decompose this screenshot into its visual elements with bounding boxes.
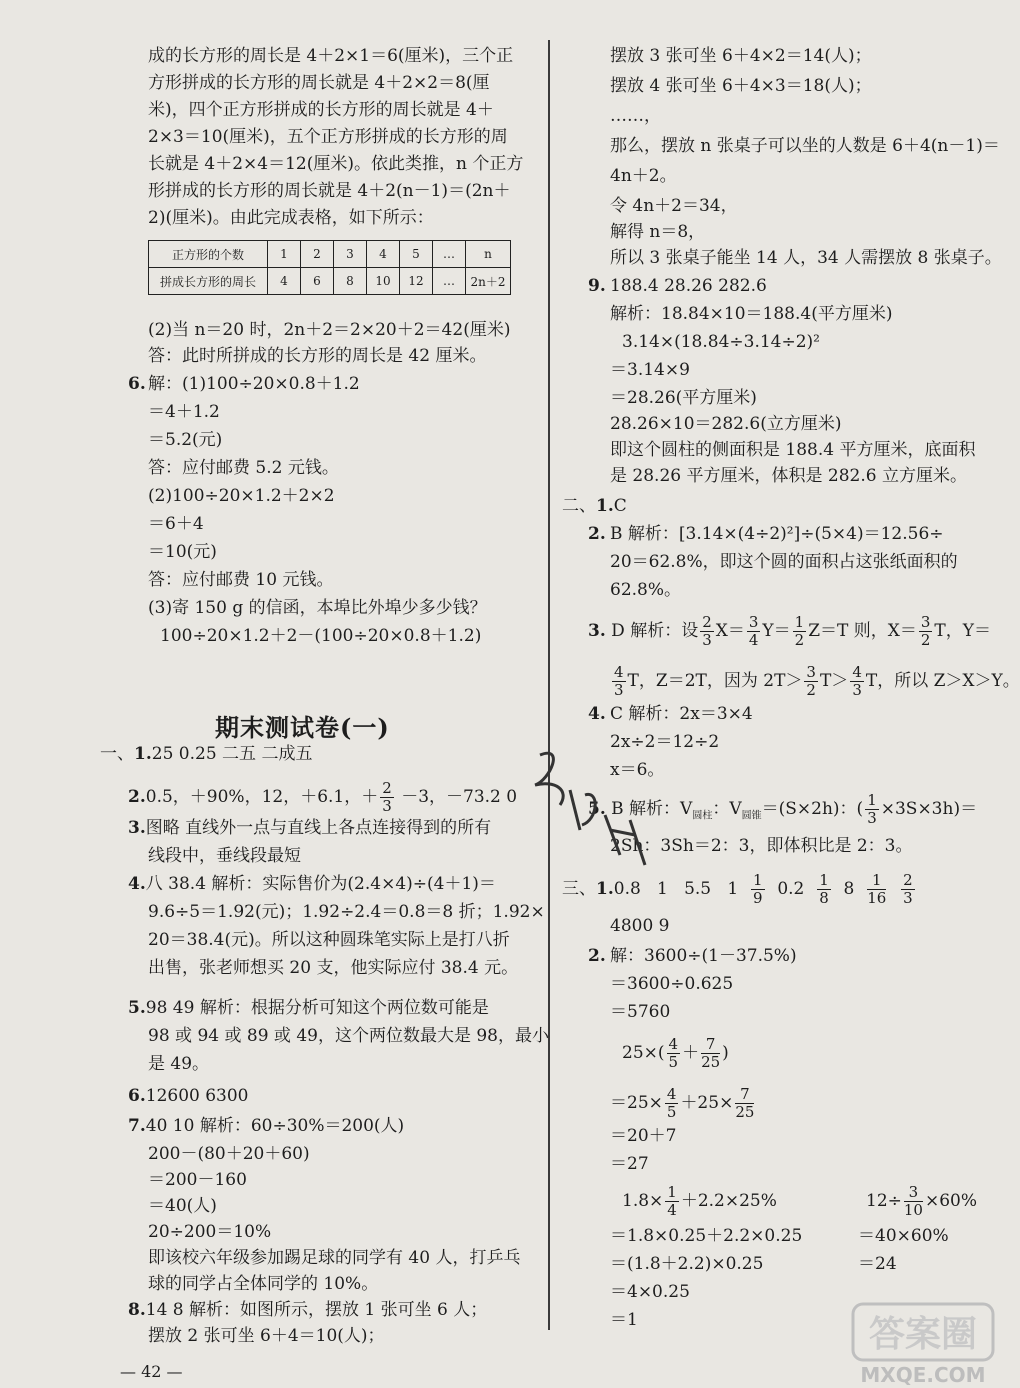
answer-text: 25 0.25 二五 二成五: [151, 744, 313, 764]
question-number: 6.: [128, 1086, 146, 1106]
intro-line: 方形拼成的长方形的周长就是 4＋2×2＝8(厘: [148, 73, 490, 93]
answer-line: ＝200－160: [148, 1170, 247, 1190]
denominator: 3: [852, 681, 862, 699]
text: 25×(: [622, 1043, 665, 1063]
intro-line: 米)，四个正方形拼成的长方形的周长就是 4＋: [148, 100, 494, 120]
solution-line: ＝1.8×0.25＋2.2×0.25: [610, 1226, 803, 1246]
s1-q7: [128, 1114, 404, 1138]
numerator: 3: [904, 1184, 923, 1202]
fraction: [751, 872, 765, 907]
table-cell: 1: [268, 241, 301, 268]
page-number: — 42 —: [120, 1362, 183, 1381]
question-number: 8.: [128, 1300, 146, 1320]
analysis-line: 3.14×(18.84÷3.14÷2)²: [622, 332, 820, 352]
text-line: 摆放 3 张可坐 6＋4×2＝14(人)；: [610, 46, 872, 66]
question-number: 2.: [588, 946, 606, 966]
answer-text: 40 10 解析：60÷30%＝200(人): [145, 1116, 405, 1136]
numerator: 4: [668, 1035, 679, 1053]
solution-line: ＝24: [858, 1254, 897, 1274]
s1-q6: [128, 1084, 249, 1108]
denominator: 5: [666, 1103, 677, 1121]
table-cell: 5: [400, 241, 433, 268]
fraction: [865, 792, 879, 827]
fraction: [793, 614, 807, 649]
denominator: 3: [903, 889, 913, 907]
table-cell: 6: [301, 268, 334, 295]
column-divider: [548, 40, 550, 1330]
question-number: 7.: [128, 1116, 146, 1136]
answer-text: C: [613, 496, 627, 516]
solution-line: ＝3600÷0.625: [610, 974, 734, 994]
solution-line: ＝4×0.25: [610, 1282, 690, 1302]
analysis-line: x＝6。: [610, 760, 665, 780]
numerator: 1: [867, 791, 877, 809]
s1-q2: [128, 780, 517, 815]
text: D 解析：设: [611, 621, 699, 641]
text: Y＝: [762, 621, 791, 641]
numerator: 4: [666, 1085, 677, 1103]
fraction: [380, 780, 394, 815]
fraction: [612, 664, 626, 699]
answer-line: 出售，张老师想买 20 支，他实际应付 38.4 元。: [148, 958, 519, 978]
analysis-line: ＝3.14×9: [610, 360, 690, 380]
fraction: [700, 614, 714, 649]
denominator: 25: [735, 1103, 755, 1121]
fraction: [667, 1036, 681, 1071]
solution-line: 解：(1)100÷20×0.8＋1.2: [148, 374, 360, 394]
text: T，Z＝2T，因为 2T＞: [627, 671, 803, 691]
solution-line: 答：应付邮费 10 元钱。: [148, 570, 334, 590]
numerator: 7: [735, 1086, 754, 1104]
denominator: 2: [806, 681, 816, 699]
answer-text: 图略 直线外一点与直线上各点连接得到的所有: [145, 818, 492, 838]
table-cell: 4: [268, 268, 301, 295]
table-cell: 10: [367, 268, 400, 295]
intro-line: 2×3＝10(厘米)，五个正方形拼成的长方形的周: [148, 127, 508, 147]
answer-line: 98 或 94 或 89 或 49，这个两位数最大是 98，最小: [148, 1026, 549, 1046]
solution-line: ＝4＋1.2: [148, 402, 220, 422]
text: ＋: [682, 1043, 700, 1063]
fraction: [701, 1036, 720, 1071]
denominator: 3: [614, 681, 624, 699]
numerator: 3: [748, 613, 759, 631]
analysis-line: 2x÷2＝12÷2: [610, 732, 720, 752]
numerator: 2: [702, 613, 712, 631]
solution-line: ＝5760: [610, 1002, 671, 1022]
denominator: 3: [702, 631, 712, 649]
table-cell: …: [433, 268, 466, 295]
fraction: [904, 1184, 923, 1219]
answer-value: 5.5: [684, 879, 712, 899]
fraction: [817, 872, 831, 907]
text: ＋25×: [680, 1093, 734, 1113]
text: ＋2.2×25%: [680, 1191, 777, 1211]
table-cell: 拼成长方形的周长: [149, 268, 268, 295]
text-line: 所以 3 张桌子能坐 14 人，34 人需摆放 8 张桌子。: [610, 248, 1002, 268]
numerator: 1: [867, 872, 886, 890]
question-number: 6.: [128, 374, 146, 394]
watermark-text: 答案圈: [868, 1314, 978, 1355]
numerator: 7: [701, 1036, 720, 1054]
s1-q4: [128, 872, 496, 896]
text-line: 4n＋2。: [610, 166, 677, 186]
analysis-line: C 解析：2x＝3×4: [610, 704, 753, 724]
text: ：V: [712, 799, 742, 819]
text: T＞: [819, 671, 849, 691]
question-number: 9.: [588, 276, 606, 296]
text: ): [722, 1043, 729, 1063]
analysis-line: 解析：18.84×10＝188.4(平方厘米): [610, 304, 893, 324]
text: 12÷: [866, 1191, 902, 1211]
watermark-logo: [845, 1300, 1000, 1388]
s1-q8: [128, 1298, 487, 1322]
solution-line: ＝27: [610, 1154, 649, 1174]
analysis-line: 即这个圆柱的侧面积是 188.4 平方厘米，底面积: [610, 440, 976, 460]
answer-line: (2)当 n＝20 时，2n＋2＝2×20＋2＝42(厘米): [148, 320, 511, 340]
answer-text: 0.5，＋90%，12，＋6.1，＋: [145, 787, 379, 807]
text: 1.8×: [622, 1191, 664, 1211]
solution-line: ＝1: [610, 1310, 638, 1330]
numerator: 1: [819, 871, 829, 889]
question-number: 4.: [588, 704, 606, 724]
question-number: 1.: [596, 496, 614, 516]
denominator: 4: [667, 1201, 677, 1219]
section-prefix: [562, 494, 627, 518]
expression-left: [622, 1184, 777, 1219]
handwriting-scribble: [510, 735, 670, 895]
answer-text: 八 38.4 解析：实际售价为(2.4×4)÷(4＋1)＝: [145, 874, 496, 894]
subscript: 圆柱: [692, 810, 713, 822]
analysis-line: 20＝62.8%，即这个圆的面积占这张纸面积的: [610, 552, 958, 572]
solution-line: ＝5.2(元): [148, 430, 223, 450]
answer-text: 98 49 解析：根据分析可知这个两位数可能是: [145, 998, 489, 1018]
fraction: [804, 664, 818, 699]
fraction: [850, 664, 864, 699]
numerator: 1: [667, 1183, 677, 1201]
answer-value: 1: [727, 879, 739, 899]
intro-line: 形拼成的长方形的周长就是 4＋2(n－1)＝(2n＋: [148, 181, 511, 201]
denominator: 5: [668, 1053, 679, 1071]
text-line: 那么，摆放 n 张桌子可以坐的人数是 6＋4(n－1)＝: [610, 136, 1000, 156]
denominator: 2: [794, 631, 805, 649]
s1-q1: [100, 742, 312, 766]
section-prefix: 三、: [562, 879, 596, 899]
solution-line: ＝20＋7: [610, 1126, 677, 1146]
numerator: 1: [752, 871, 763, 889]
text-line: 令 4n＋2＝34，: [610, 196, 738, 216]
answer-line: 答：此时所拼成的长方形的周长是 42 厘米。: [148, 346, 487, 366]
section-prefix-text: 二、: [562, 496, 596, 516]
answer-line: 即该校六年级参加踢足球的同学有 40 人，打乒乓: [148, 1248, 521, 1268]
text: Z＝T 则，X＝: [808, 621, 917, 641]
question-number: 1.: [134, 744, 152, 764]
question-number: 4.: [128, 874, 146, 894]
numerator: 3: [806, 663, 816, 681]
answer-line: 球的同学占全体同学的 10%。: [148, 1274, 379, 1294]
fraction: [867, 872, 886, 907]
text: ×60%: [924, 1191, 978, 1211]
fraction: [747, 614, 761, 649]
analysis-line: 62.8%。: [610, 580, 682, 600]
solution-line: (3)寄 150 g 的信函，本埠比外埠少多少钱？: [148, 598, 487, 618]
answer-line: ＝40(人): [148, 1196, 217, 1216]
q3-line-2: [610, 664, 1020, 699]
intro-line: 长就是 4＋2×4＝12(厘米)。依此类推，n 个正方: [148, 154, 524, 174]
expression-line: [622, 1036, 729, 1071]
answer-line: 4800 9: [610, 916, 670, 936]
text: B 解析：V: [611, 799, 693, 819]
intro-line: 2)(厘米)。由此完成表格，如下所示：: [148, 208, 434, 228]
table-cell: 8: [334, 268, 367, 295]
table-cell: 12: [400, 268, 433, 295]
table-cell: …: [433, 241, 466, 268]
perimeter-table: [148, 240, 511, 295]
denominator: 2: [920, 631, 931, 649]
answer-text: 12600 6300: [145, 1086, 249, 1106]
solution-line: 解：3600÷(1－37.5%): [610, 946, 797, 966]
solution-line: 答：应付邮费 5.2 元钱。: [148, 458, 339, 478]
analysis-line: 28.26×10＝282.6(立方厘米): [610, 414, 842, 434]
answer-text: 14 8 解析：如图所示，摆放 1 张可坐 6 人；: [145, 1300, 488, 1320]
table-cell: 2: [301, 241, 334, 268]
table-cell: n: [466, 241, 511, 268]
denominator: 3: [382, 797, 392, 815]
question-number: 5.: [128, 998, 146, 1018]
answer-value: 0.2: [777, 879, 805, 899]
solution-line: ＝6＋4: [148, 514, 204, 534]
numerator: 3: [920, 613, 931, 631]
numerator: 1: [794, 613, 805, 631]
denominator: 9: [752, 889, 763, 907]
text: ×3S×3h)＝: [880, 799, 978, 819]
numerator: 2: [903, 871, 913, 889]
text: T，Y＝: [934, 621, 991, 641]
text-line: ……，: [610, 106, 661, 126]
question-number: 2.: [128, 787, 146, 807]
analysis-line: ＝28.26(平方厘米): [610, 388, 757, 408]
question-number: 1.: [596, 879, 614, 899]
question-number: 3.: [588, 621, 606, 641]
s1-q3: [128, 816, 491, 840]
table-cell: 3: [334, 241, 367, 268]
analysis-line: B 解析：[3.14×(4÷2)²]÷(5×4)＝12.56÷: [610, 524, 944, 544]
solution-line: ＝40×60%: [858, 1226, 949, 1246]
answer-line: 20÷200＝10%: [148, 1222, 272, 1242]
answer-value: 0.8: [613, 879, 641, 899]
fraction: [665, 1086, 679, 1121]
answer-line: 是 49。: [148, 1054, 210, 1074]
text-line: 摆放 4 张可坐 6＋4×3＝18(人)；: [610, 76, 872, 96]
section-title: 期末测试卷(一): [215, 713, 390, 742]
analysis-line: 2Sh：3Sh＝2：3，即体积比是 2：3。: [610, 836, 913, 856]
table-cell: 正方形的个数: [149, 241, 268, 268]
s1-q5: [128, 996, 489, 1020]
answer-text: －3，－73.2 0: [395, 787, 518, 807]
text: ＝25×: [610, 1093, 663, 1113]
expression-line: [610, 1086, 756, 1121]
subscript: 圆锥: [741, 810, 762, 822]
answer-line: 摆放 2 张可坐 6＋4＝10(人)；: [148, 1326, 385, 1346]
section-prefix: 一、: [100, 744, 134, 764]
solution-line: ＝10(元): [148, 542, 217, 562]
answer-value: 1: [657, 879, 668, 899]
answer-line: 9.6÷5＝1.92(元)；1.92÷2.4＝0.8＝8 折；1.92×: [148, 902, 545, 922]
table-cell: 4: [367, 241, 400, 268]
text: X＝: [715, 621, 745, 641]
expression-right: [866, 1184, 977, 1219]
table-row: [149, 241, 511, 268]
text: T，所以 Z＞X＞Y。: [865, 671, 1020, 691]
denominator: 25: [701, 1053, 721, 1071]
text-line: 解得 n＝8，: [610, 222, 706, 242]
question-number: 2.: [588, 524, 606, 544]
denominator: 4: [748, 631, 759, 649]
fraction: [665, 1184, 679, 1219]
numerator: 4: [614, 663, 624, 681]
answer-values: 188.4 28.26 282.6: [610, 276, 767, 296]
watermark-url: MXQE.COM: [860, 1363, 986, 1387]
answer-line: 20＝38.4(元)。所以这种圆珠笔实际上是打八折: [148, 930, 510, 950]
denominator: 3: [867, 809, 877, 827]
text: ＝(S×2h)：(: [761, 799, 864, 819]
numerator: 2: [382, 779, 392, 797]
fraction: [735, 1086, 754, 1121]
denominator: 8: [819, 889, 829, 907]
solution-line: 100÷20×1.2＋2－(100÷20×0.8＋1.2): [160, 626, 482, 646]
solution-line: ＝(1.8＋2.2)×0.25: [610, 1254, 764, 1274]
intro-line: 成的长方形的周长是 4＋2×1＝6(厘米)，三个正: [148, 46, 514, 66]
q3-line-1: [588, 614, 991, 649]
numerator: 4: [852, 663, 862, 681]
question-number: 5.: [588, 799, 606, 819]
answer-line: 线段中，垂线段最短: [148, 846, 301, 866]
fraction: [901, 872, 915, 907]
denominator: 10: [903, 1201, 923, 1219]
fraction: [919, 614, 933, 649]
solution-line: (2)100÷20×1.2＋2×2: [148, 486, 335, 506]
table-row: [149, 268, 511, 295]
analysis-line: 是 28.26 平方厘米，体积是 282.6 立方厘米。: [610, 466, 967, 486]
table-cell: 2n＋2: [466, 268, 511, 295]
answer-value: 8: [843, 879, 855, 899]
denominator: 16: [867, 889, 887, 907]
question-number: 3.: [128, 818, 146, 838]
answer-line: 200－(80＋20＋60): [148, 1144, 310, 1164]
